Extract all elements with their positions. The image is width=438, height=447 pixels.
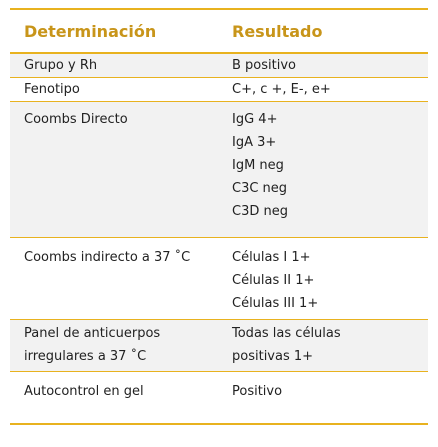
- row-determination: [10, 102, 222, 238]
- row-result: [222, 320, 428, 372]
- row-panel-anticuerpos: [10, 320, 428, 372]
- row-result: [222, 238, 428, 320]
- row-determination: [10, 320, 222, 372]
- row-result: [222, 78, 428, 102]
- determination-text: Grupo y Rh: [24, 58, 98, 73]
- header-determination: Determinación: [24, 22, 157, 41]
- lab-results-table: [10, 8, 428, 425]
- result-text: Positivo: [232, 384, 283, 399]
- header-result: Resultado: [232, 22, 323, 41]
- determination-text: Coombs indirecto a 37 ˚C: [24, 250, 191, 265]
- determination-text: Panel de anticuerpos: [24, 326, 161, 341]
- row-result: [222, 372, 428, 424]
- result-text: Células II 1+: [232, 273, 315, 288]
- result-text: C3D neg: [232, 204, 288, 219]
- determination-text: Coombs Directo: [24, 112, 128, 127]
- result-text: Células I 1+: [232, 250, 311, 265]
- result-text: positivas 1+: [232, 349, 314, 364]
- row-result: [222, 102, 428, 238]
- result-text: IgG 4+: [232, 112, 278, 127]
- row-autocontrol: [10, 372, 428, 424]
- result-text: Células III 1+: [232, 296, 319, 311]
- result-text: C+, c +, E-, e+: [232, 82, 331, 97]
- row-coombs-indirecto: [10, 238, 428, 320]
- table-header: [10, 9, 428, 53]
- row-coombs-directo: [10, 102, 428, 238]
- result-text: IgA 3+: [232, 135, 277, 150]
- determination-text: Fenotipo: [24, 82, 80, 97]
- result-text: B positivo: [232, 58, 296, 73]
- row-determination: [10, 78, 222, 102]
- result-text: Todas las células: [232, 326, 341, 341]
- row-fenotipo: [10, 78, 428, 102]
- determination-text: irregulares a 37 ˚C: [24, 349, 147, 364]
- row-determination: [10, 372, 222, 424]
- determination-text: Autocontrol en gel: [24, 384, 144, 399]
- row-determination: [10, 53, 222, 78]
- row-determination: [10, 238, 222, 320]
- result-text: C3C neg: [232, 181, 288, 196]
- result-text: IgM neg: [232, 158, 284, 173]
- row-grupo-rh: [10, 53, 428, 78]
- row-result: [222, 53, 428, 78]
- header-row: [10, 9, 428, 53]
